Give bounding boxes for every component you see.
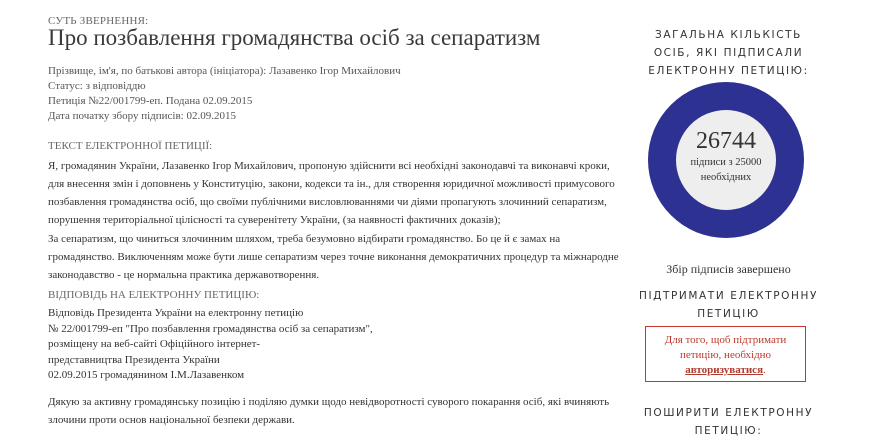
answer-header [48,306,373,384]
petition-meta [48,64,401,124]
answer-line: № 22/001799-еп "Про позбавлення громадянства осіб за сепаратизм", [48,322,373,335]
answer-line: 02.09.2015 громадянином І.М.Лазавенком [48,369,245,381]
signature-target: підписи з 25000 необхідних [690,157,762,183]
support-text: Для того, щоб підтримати петицію, необхідно [664,334,787,361]
authorize-link[interactable]: авторизуватися [685,364,764,376]
answer-line: розміщену на веб-сайті Офіційного інтернет- [48,338,261,350]
petition-text [48,157,623,229]
collection-status: Збір підписів завершено [666,262,791,276]
support-heading: ПІДТРИМАТИ ЕЛЕКТРОННУ ПЕТИЦІЮ [638,290,819,320]
start-date-line: Дата початку збору підписів: 02.09.2015 [48,110,236,122]
signature-count: 26744 [696,128,756,154]
support-suffix: . [763,364,766,376]
answer-line: Відповідь Президента України на електронну петицію [48,307,304,319]
answer-text [48,393,623,429]
petition-text-2 [48,230,623,284]
signature-progress-ring [648,82,804,238]
answer-paragraph: Дякую за активну громадянську позицію і поділяю думки щодо невідворотності суворого покарання осіб, які вчиняють злочини проти основ національної безпеки держави. [48,396,610,426]
petition-text-paragraph-2: За сепаратизм, що чиниться злочинним шляхом, треба безумовно відбирати громадянство. Бо це й є замах на громадянство. Виключенням може бути лише сепаратизм через точне виконання демократичних процедур та міжнародне законодавство - це нормальна практика державотворення. [48,233,619,281]
petition-text-paragraph-1: Я, громадянин України, Лазавенко Ігор Михайлович, пропоную здійснити всі необхідні законодавчі та виконавчі кроки, для внесення змін і доповнень у Конституцію, закони, кодекси та ін., для створення юридичної можливості примусового позбавлення громадянства осіб, що своїми публічними висловлюваннями чи діями пропагують злочинний сепаратизм, порушення територіальної цілісності та суверенітету України, (за наявності фактичних доказів); [48,160,615,226]
petition-title: Про позбавлення громадянства осіб за сепаратизм [48,25,541,50]
subject-label: СУТЬ ЗВЕРНЕННЯ: [48,15,149,27]
petition-number-line: Петиція №22/001799-еп. Подана 02.09.2015 [48,95,253,107]
petition-text-label: ТЕКСТ ЕЛЕКТРОННОЇ ПЕТИЦІЇ: [48,140,213,152]
signature-count-circle [676,110,776,210]
answer-line: представництва Президента України [48,353,220,366]
total-signatures-heading: ЗАГАЛЬНА КІЛЬКІСТЬ ОСІБ, ЯКІ ПІДПИСАЛИ ЕЛЕКТРОННУ ПЕТИЦІЮ: [648,29,809,77]
status-line: Статус: з відповіддю [48,80,146,92]
support-notice [645,326,806,382]
share-heading: ПОШИРИТИ ЕЛЕКТРОННУ ПЕТИЦІЮ: [643,407,814,437]
author-line: Прізвище, ім'я, по батькові автора (ініціатора): Лазавенко Ігор Михайлович [48,65,401,77]
answer-label: ВІДПОВІДЬ НА ЕЛЕКТРОННУ ПЕТИЦІЮ: [48,289,260,301]
